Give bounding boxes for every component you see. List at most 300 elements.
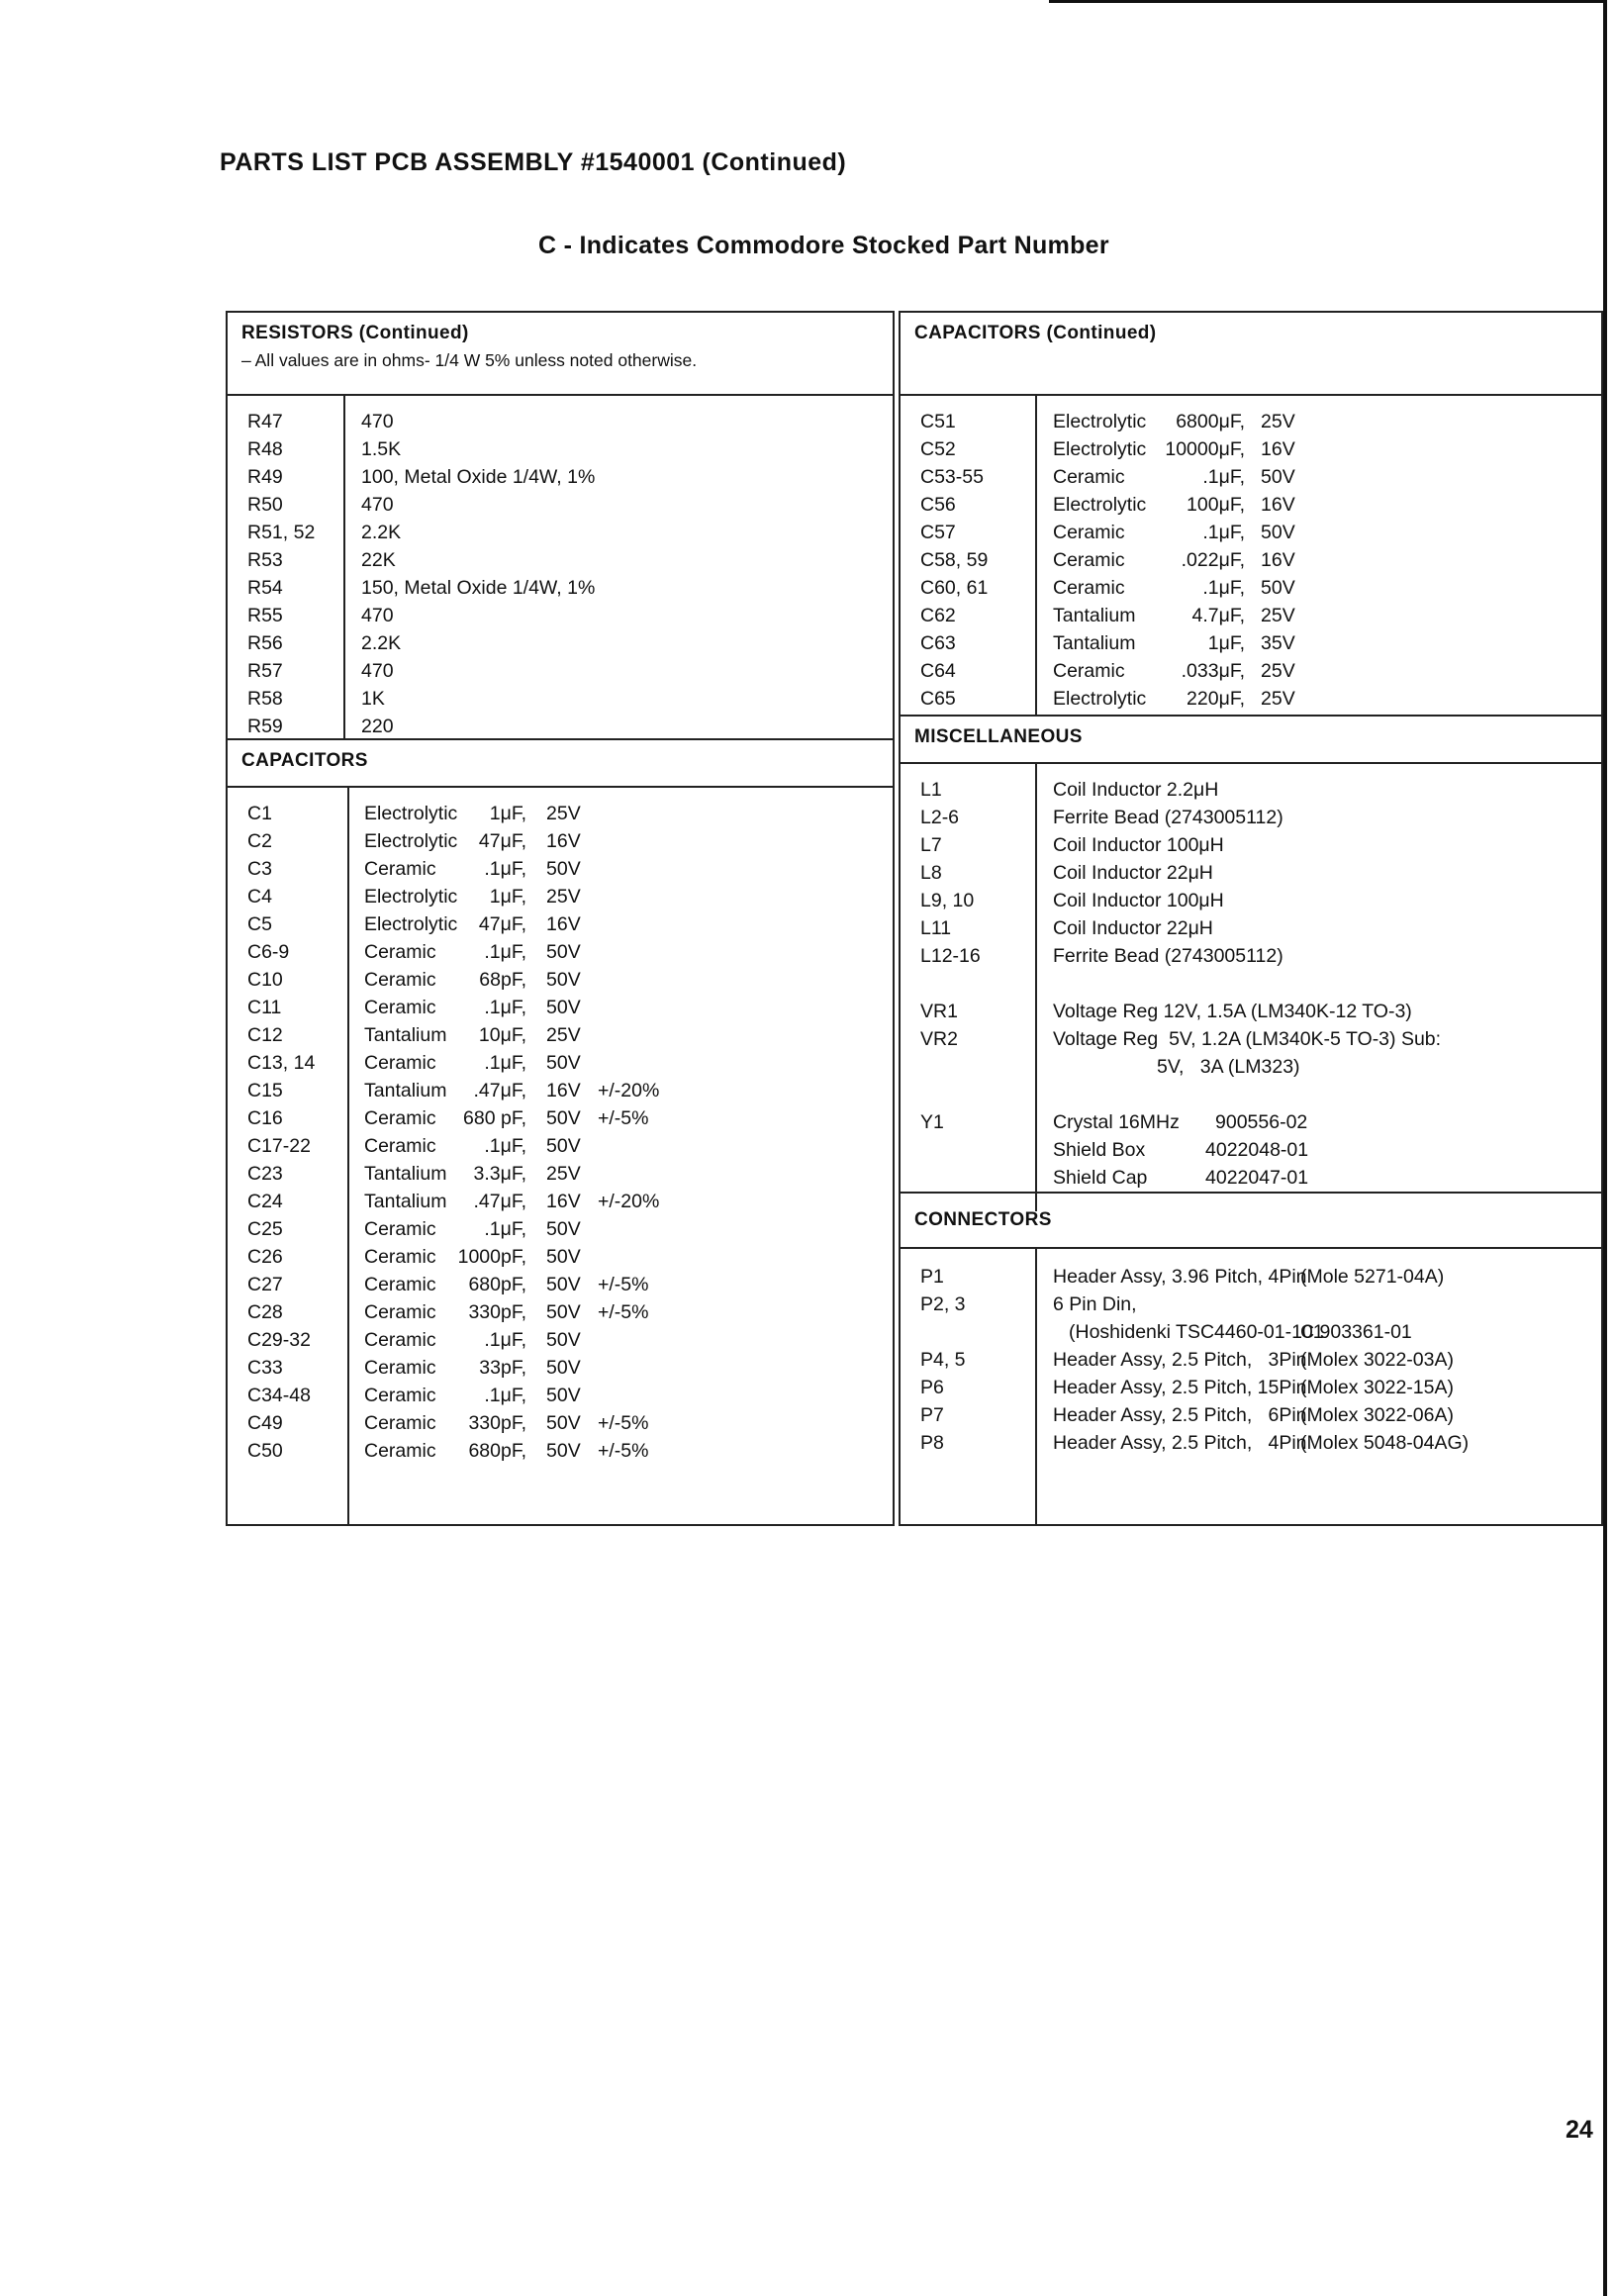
connector-row: [901, 1374, 1601, 1401]
capacitor-row: [901, 657, 1601, 685]
capacitor-type: Ceramic: [364, 997, 436, 1018]
part-ref: C4: [247, 886, 272, 908]
resistor-row: [228, 713, 893, 740]
resistor-row: [228, 629, 893, 657]
part-ref: C49: [247, 1412, 283, 1434]
resistors-header: [228, 313, 893, 396]
page-number: 24: [1566, 2116, 1593, 2144]
capacitor-value: 10μF,: [478, 1024, 526, 1046]
miscellaneous-heading: MISCELLANEOUS: [914, 726, 1083, 747]
part-ref: C10: [247, 969, 283, 991]
capacitor-value: .1μF,: [484, 1329, 526, 1351]
part-ref: C26: [247, 1246, 283, 1268]
capacitor-value: .47μF,: [473, 1191, 526, 1212]
capacitor-type: Ceramic: [364, 1412, 436, 1434]
connector-description: Header Assy, 2.5 Pitch, 15Pin: [1053, 1377, 1307, 1398]
misc-description: Coil Inductor 100μH: [1053, 834, 1224, 856]
connectors-table: [901, 1249, 1601, 1524]
capacitor-row: [228, 1104, 893, 1132]
capacitors-table: [228, 788, 893, 1524]
capacitor-row: [228, 910, 893, 938]
resistor-value: 470: [361, 605, 394, 626]
miscellaneous-table: [901, 764, 1601, 1211]
page-title: PARTS LIST PCB ASSEMBLY #1540001 (Continued): [220, 148, 847, 176]
capacitor-value: .1μF,: [484, 1385, 526, 1406]
left-panel: [226, 311, 895, 1526]
capacitor-voltage: 25V: [1261, 411, 1295, 432]
misc-description: Coil Inductor 22μH: [1053, 917, 1213, 939]
part-ref: C64: [920, 660, 956, 682]
capacitor-row: [228, 1049, 893, 1077]
part-ref: C2: [247, 830, 272, 852]
connector-description: Header Assy, 2.5 Pitch, 4Pin: [1053, 1432, 1307, 1454]
capacitor-row: [901, 435, 1601, 463]
capacitor-row: [228, 1326, 893, 1354]
part-ref: R49: [247, 466, 283, 488]
connector-description: Header Assy, 2.5 Pitch, 3Pin: [1053, 1349, 1307, 1371]
capacitor-value: 47μF,: [478, 913, 526, 935]
capacitor-type: Tantalium: [364, 1163, 447, 1185]
resistor-row: [228, 602, 893, 629]
capacitor-tolerance: +/-20%: [598, 1080, 660, 1101]
capacitor-row: [228, 1437, 893, 1465]
capacitor-voltage: 50V: [1261, 577, 1295, 599]
capacitor-type: Electrolytic: [1053, 438, 1147, 460]
misc-description: Coil Inductor 22μH: [1053, 862, 1213, 884]
capacitor-value: 680 pF,: [463, 1107, 526, 1129]
capacitor-type: Electrolytic: [364, 803, 458, 824]
capacitor-row: [228, 1160, 893, 1188]
part-ref: R48: [247, 438, 283, 460]
capacitor-value: .1μF,: [484, 997, 526, 1018]
connector-description: Header Assy, 2.5 Pitch, 6Pin: [1053, 1404, 1307, 1426]
capacitor-row: [228, 800, 893, 827]
misc-row: [901, 1136, 1601, 1164]
capacitor-row: [228, 1409, 893, 1437]
part-ref: C24: [247, 1191, 283, 1212]
capacitor-type: Ceramic: [364, 941, 436, 963]
capacitor-row: [228, 1132, 893, 1160]
connector-part-number: C 903361-01: [1300, 1321, 1412, 1343]
part-ref: P2, 3: [920, 1293, 966, 1315]
connector-row: [901, 1401, 1601, 1429]
capacitor-row: [228, 1298, 893, 1326]
misc-description: Shield Cap: [1053, 1167, 1148, 1189]
misc-row: [901, 776, 1601, 804]
capacitor-type: Electrolytic: [1053, 411, 1147, 432]
capacitor-voltage: 25V: [546, 1024, 581, 1046]
part-ref: C23: [247, 1163, 283, 1185]
capacitor-type: Ceramic: [364, 1329, 436, 1351]
capacitor-type: Electrolytic: [364, 913, 458, 935]
part-ref: C50: [247, 1440, 283, 1462]
part-ref: C15: [247, 1080, 283, 1101]
resistor-value: 2.2K: [361, 632, 402, 654]
part-ref: L8: [920, 862, 942, 884]
capacitor-voltage: 50V: [1261, 466, 1295, 488]
capacitor-voltage: 16V: [1261, 549, 1295, 571]
capacitor-type: Ceramic: [364, 1107, 436, 1129]
part-ref: R51, 52: [247, 522, 316, 543]
capacitor-value: 330pF,: [468, 1412, 526, 1434]
capacitor-voltage: 50V: [546, 1246, 581, 1268]
capacitor-row: [901, 463, 1601, 491]
capacitor-voltage: 50V: [546, 1412, 581, 1434]
part-number: 4022047-01: [1205, 1167, 1309, 1189]
capacitor-value: 33pF,: [479, 1357, 526, 1379]
capacitor-voltage: 16V: [1261, 438, 1295, 460]
misc-row: [901, 914, 1601, 942]
capacitor-type: Ceramic: [364, 1301, 436, 1323]
resistor-value: 1.5K: [361, 438, 402, 460]
capacitor-row: [228, 1188, 893, 1215]
capacitor-voltage: 16V: [546, 913, 581, 935]
resistor-value: 470: [361, 494, 394, 516]
connector-part-number: (Molex 3022-03A): [1300, 1349, 1454, 1371]
capacitor-type: Electrolytic: [364, 830, 458, 852]
capacitor-voltage: 50V: [546, 1440, 581, 1462]
capacitor-voltage: 25V: [546, 803, 581, 824]
capacitor-row: [901, 629, 1601, 657]
misc-row: [901, 1025, 1601, 1053]
capacitor-type: Electrolytic: [1053, 688, 1147, 710]
capacitor-tolerance: +/-5%: [598, 1274, 649, 1295]
part-ref: R53: [247, 549, 283, 571]
capacitor-value: .022μF,: [1181, 549, 1245, 571]
resistor-row: [228, 574, 893, 602]
capacitor-value: 330pF,: [468, 1301, 526, 1323]
resistor-value: 2.2K: [361, 522, 402, 543]
misc-description: Coil Inductor 100μH: [1053, 890, 1224, 911]
capacitor-voltage: 25V: [1261, 688, 1295, 710]
resistor-row: [228, 408, 893, 435]
capacitor-voltage: 50V: [546, 1357, 581, 1379]
capacitor-value: 68pF,: [479, 969, 526, 991]
capacitor-type: Ceramic: [364, 1385, 436, 1406]
connector-row: [901, 1263, 1601, 1291]
capacitor-voltage: 50V: [546, 941, 581, 963]
part-number: 4022048-01: [1205, 1139, 1309, 1161]
connector-row: [901, 1346, 1601, 1374]
capacitor-tolerance: +/-5%: [598, 1107, 649, 1129]
part-ref: C51: [920, 411, 956, 432]
connector-description: 6 Pin Din,: [1053, 1293, 1137, 1315]
resistor-row: [228, 519, 893, 546]
capacitor-value: 1μF,: [489, 886, 526, 908]
part-ref: L11: [920, 917, 952, 939]
connectors-header: [901, 1192, 1601, 1249]
resistor-row: [228, 685, 893, 713]
part-ref: R59: [247, 716, 283, 737]
misc-description: Ferrite Bead (2743005112): [1053, 945, 1283, 967]
part-ref: R58: [247, 688, 283, 710]
resistor-value: 470: [361, 411, 394, 432]
part-ref: L2-6: [920, 807, 960, 828]
part-ref: C58, 59: [920, 549, 989, 571]
part-ref: C25: [247, 1218, 283, 1240]
capacitor-value: .1μF,: [484, 1135, 526, 1157]
resistors-table: [228, 396, 893, 738]
part-ref: L9, 10: [920, 890, 975, 911]
capacitor-voltage: 50V: [546, 1218, 581, 1240]
part-ref: C1: [247, 803, 272, 824]
part-ref: VR2: [920, 1028, 958, 1050]
part-ref: C13, 14: [247, 1052, 316, 1074]
connectors-heading: CONNECTORS: [914, 1209, 1052, 1230]
capacitor-type: Ceramic: [364, 1135, 436, 1157]
part-ref: C53-55: [920, 466, 984, 488]
misc-description: Voltage Reg 12V, 1.5A (LM340K-12 TO-3): [1053, 1001, 1412, 1022]
part-ref: C6-9: [247, 941, 290, 963]
part-ref: C65: [920, 688, 956, 710]
capacitor-voltage: 50V: [546, 1052, 581, 1074]
capacitor-row: [901, 546, 1601, 574]
resistor-value: 1K: [361, 688, 385, 710]
connector-part-number: (Molex 3022-06A): [1300, 1404, 1454, 1426]
capacitor-type: Ceramic: [1053, 466, 1125, 488]
capacitor-row: [228, 966, 893, 994]
capacitor-value: .1μF,: [484, 941, 526, 963]
capacitor-type: Ceramic: [1053, 660, 1125, 682]
part-ref: C34-48: [247, 1385, 311, 1406]
capacitor-type: Ceramic: [364, 1274, 436, 1295]
capacitor-voltage: 50V: [1261, 522, 1295, 543]
capacitor-voltage: 50V: [546, 997, 581, 1018]
part-ref: P4, 5: [920, 1349, 966, 1371]
capacitor-value: 1μF,: [1207, 632, 1245, 654]
part-ref: R50: [247, 494, 283, 516]
part-ref: P1: [920, 1266, 944, 1288]
capacitor-row: [228, 1354, 893, 1382]
resistor-row: [228, 491, 893, 519]
misc-row: [901, 1108, 1601, 1136]
capacitor-value: 4.7μF,: [1191, 605, 1245, 626]
misc-row: [901, 859, 1601, 887]
capacitor-voltage: 50V: [546, 1301, 581, 1323]
capacitor-type: Ceramic: [364, 1246, 436, 1268]
capacitor-row: [228, 994, 893, 1021]
part-ref: R47: [247, 411, 283, 432]
capacitor-row: [228, 1021, 893, 1049]
capacitor-value: .1μF,: [484, 1052, 526, 1074]
part-ref: C56: [920, 494, 956, 516]
capacitor-value: 1000pF,: [457, 1246, 526, 1268]
capacitor-voltage: 50V: [546, 1135, 581, 1157]
capacitor-type: Tantalium: [1053, 632, 1136, 654]
misc-row: [901, 1164, 1601, 1192]
capacitor-row: [901, 685, 1601, 713]
resistor-value: 220: [361, 716, 394, 737]
capacitor-type: Ceramic: [1053, 577, 1125, 599]
page-edge-top: [1049, 0, 1603, 3]
misc-row: [901, 887, 1601, 914]
connector-description: Header Assy, 3.96 Pitch, 4Pin: [1053, 1266, 1307, 1288]
part-ref: P8: [920, 1432, 944, 1454]
part-ref: C52: [920, 438, 956, 460]
capacitor-value: .1μF,: [1202, 522, 1245, 543]
part-ref: C3: [247, 858, 272, 880]
resistor-row: [228, 435, 893, 463]
part-ref: C60, 61: [920, 577, 989, 599]
connector-part-number: (Molex 3022-15A): [1300, 1377, 1454, 1398]
miscellaneous-header: [901, 715, 1601, 764]
capacitor-type: Tantalium: [364, 1191, 447, 1212]
resistors-heading: RESISTORS (Continued): [241, 323, 469, 343]
part-ref: L1: [920, 779, 942, 801]
capacitor-value: 680pF,: [468, 1274, 526, 1295]
misc-row: [901, 804, 1601, 831]
capacitor-row: [228, 1382, 893, 1409]
resistor-value: 150, Metal Oxide 1/4W, 1%: [361, 577, 596, 599]
capacitor-value: 6800μF,: [1176, 411, 1245, 432]
connector-row: [901, 1318, 1601, 1346]
part-ref: P6: [920, 1377, 944, 1398]
capacitor-voltage: 25V: [1261, 605, 1295, 626]
capacitor-type: Ceramic: [1053, 522, 1125, 543]
capacitor-voltage: 16V: [546, 830, 581, 852]
capacitor-type: Ceramic: [364, 969, 436, 991]
resistor-value: 22K: [361, 549, 396, 571]
part-ref: C17-22: [247, 1135, 311, 1157]
connector-description: (Hoshidenki TSC4460-01-101: [1069, 1321, 1324, 1343]
part-ref: L12-16: [920, 945, 981, 967]
part-ref: Y1: [920, 1111, 944, 1133]
capacitor-value: 3.3μF,: [473, 1163, 526, 1185]
resistor-value: 470: [361, 660, 394, 682]
capacitor-type: Ceramic: [364, 858, 436, 880]
capacitor-tolerance: +/-20%: [598, 1191, 660, 1212]
capacitor-voltage: 25V: [1261, 660, 1295, 682]
capacitors-continued-header: [901, 313, 1601, 396]
connector-part-number: (Molex 5048-04AG): [1300, 1432, 1470, 1454]
resistor-row: [228, 463, 893, 491]
resistor-value: 100, Metal Oxide 1/4W, 1%: [361, 466, 596, 488]
capacitor-row: [228, 1243, 893, 1271]
part-ref: VR1: [920, 1001, 958, 1022]
capacitor-tolerance: +/-5%: [598, 1412, 649, 1434]
connector-row: [901, 1429, 1601, 1457]
capacitor-voltage: 50V: [546, 1107, 581, 1129]
misc-row: [901, 831, 1601, 859]
capacitor-voltage: 16V: [1261, 494, 1295, 516]
capacitor-value: 1μF,: [489, 803, 526, 824]
capacitor-row: [901, 602, 1601, 629]
capacitor-value: .1μF,: [484, 1218, 526, 1240]
misc-description: Ferrite Bead (2743005112): [1053, 807, 1283, 828]
part-ref: C5: [247, 913, 272, 935]
capacitor-type: Ceramic: [364, 1218, 436, 1240]
capacitor-voltage: 50V: [546, 858, 581, 880]
capacitor-voltage: 25V: [546, 1163, 581, 1185]
capacitor-value: .47μF,: [473, 1080, 526, 1101]
resistors-note: – All values are in ohms- 1/4 W 5% unless noted otherwise.: [241, 350, 698, 370]
capacitor-value: .1μF,: [1202, 466, 1245, 488]
capacitor-voltage: 50V: [546, 969, 581, 991]
misc-description: Coil Inductor 2.2μH: [1053, 779, 1219, 801]
part-ref: C33: [247, 1357, 283, 1379]
misc-description: 5V, 3A (LM323): [1157, 1056, 1300, 1078]
capacitor-voltage: 25V: [546, 886, 581, 908]
part-ref: C27: [247, 1274, 283, 1295]
capacitor-type: Tantalium: [364, 1024, 447, 1046]
capacitor-voltage: 50V: [546, 1274, 581, 1295]
connector-part-number: (Mole 5271-04A): [1300, 1266, 1445, 1288]
capacitor-type: Ceramic: [364, 1440, 436, 1462]
capacitor-row: [228, 855, 893, 883]
capacitor-row: [228, 1215, 893, 1243]
capacitor-type: Ceramic: [364, 1357, 436, 1379]
capacitor-voltage: 50V: [546, 1385, 581, 1406]
capacitor-type: Ceramic: [1053, 549, 1125, 571]
page-subtitle: C - Indicates Commodore Stocked Part Number: [538, 232, 1109, 259]
capacitors-continued-table: [901, 396, 1601, 715]
part-ref: C28: [247, 1301, 283, 1323]
part-ref: R55: [247, 605, 283, 626]
capacitor-type: Electrolytic: [364, 886, 458, 908]
resistor-row: [228, 546, 893, 574]
capacitor-row: [228, 938, 893, 966]
capacitor-row: [228, 883, 893, 910]
capacitor-row: [901, 519, 1601, 546]
capacitor-row: [228, 827, 893, 855]
part-number: 900556-02: [1215, 1111, 1308, 1133]
misc-description: Shield Box: [1053, 1139, 1146, 1161]
capacitor-voltage: 50V: [546, 1329, 581, 1351]
capacitor-type: Tantalium: [1053, 605, 1136, 626]
part-ref: L7: [920, 834, 942, 856]
resistor-row: [228, 657, 893, 685]
capacitor-voltage: 16V: [546, 1191, 581, 1212]
capacitor-tolerance: +/-5%: [598, 1440, 649, 1462]
misc-row: [901, 1053, 1601, 1081]
misc-row: [901, 998, 1601, 1025]
capacitor-value: 100μF,: [1187, 494, 1245, 516]
part-ref: C16: [247, 1107, 283, 1129]
capacitor-value: 10000μF,: [1165, 438, 1245, 460]
part-ref: C12: [247, 1024, 283, 1046]
part-ref: C29-32: [247, 1329, 311, 1351]
capacitors-continued-heading: CAPACITORS (Continued): [914, 323, 1157, 343]
capacitor-row: [228, 1077, 893, 1104]
misc-description: Voltage Reg 5V, 1.2A (LM340K-5 TO-3) Sub:: [1053, 1028, 1442, 1050]
part-ref: C57: [920, 522, 956, 543]
capacitor-type: Tantalium: [364, 1080, 447, 1101]
connector-row: [901, 1291, 1601, 1318]
capacitor-row: [228, 1271, 893, 1298]
capacitors-header: [228, 738, 893, 788]
right-panel: [899, 311, 1603, 1526]
part-ref: R57: [247, 660, 283, 682]
part-ref: C11: [247, 997, 282, 1018]
part-ref: R56: [247, 632, 283, 654]
part-ref: R54: [247, 577, 283, 599]
capacitor-value: 220μF,: [1187, 688, 1245, 710]
capacitor-type: Ceramic: [364, 1052, 436, 1074]
capacitor-value: .1μF,: [484, 858, 526, 880]
capacitor-voltage: 35V: [1261, 632, 1295, 654]
capacitor-row: [901, 408, 1601, 435]
page-edge-right: [1603, 0, 1607, 2296]
capacitor-value: 680pF,: [468, 1440, 526, 1462]
capacitor-type: Electrolytic: [1053, 494, 1147, 516]
capacitor-row: [901, 491, 1601, 519]
capacitor-tolerance: +/-5%: [598, 1301, 649, 1323]
part-ref: C62: [920, 605, 956, 626]
capacitor-value: .033μF,: [1181, 660, 1245, 682]
capacitor-value: 47μF,: [478, 830, 526, 852]
misc-row: [901, 942, 1601, 970]
part-ref: C63: [920, 632, 956, 654]
